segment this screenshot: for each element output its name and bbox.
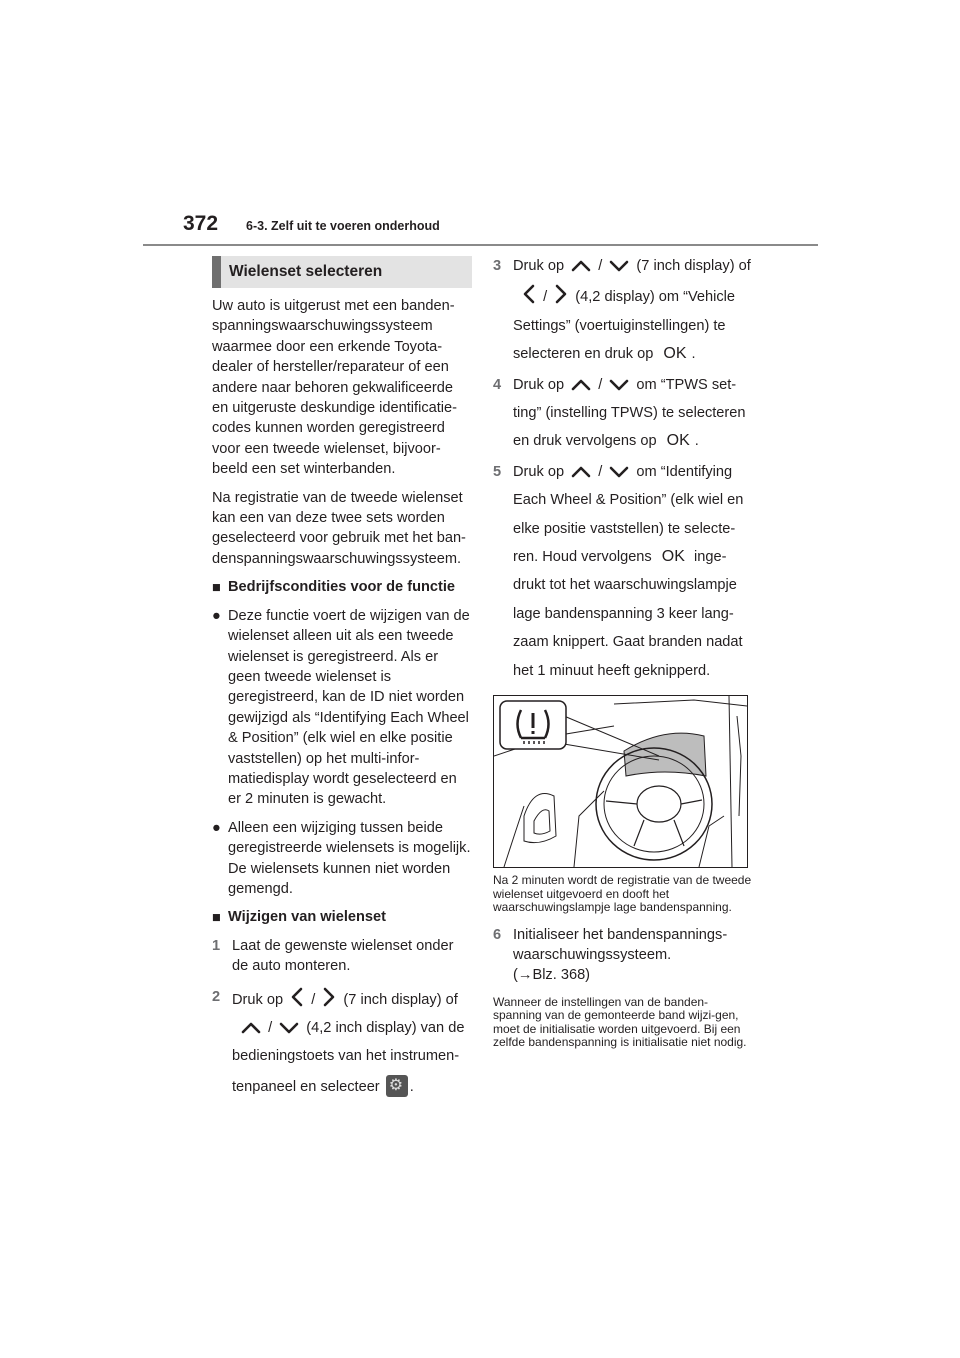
step-text: om “TPWS set- xyxy=(636,376,737,393)
step-text: (7 inch display) of xyxy=(636,258,751,274)
chapter-title: 6-3. Zelf uit te voeren onderhoud xyxy=(246,219,440,233)
bullet-text: Deze functie voert de wijzigen van de wielenset alleen uit als een tweede wielenset is geregistreerd. Als er geen tweede wielenset is geregistreerd, kan de ID niet worden gewijzigd als “Identifying Each Wheel & Position” (elk wiel en elke positie vaststellen) op het multi-infor-matiedisplay wordt geselecteerd en er 2 minuten is gewacht. xyxy=(228,607,470,808)
period: . xyxy=(691,346,696,363)
step-text: selecteren en druk op xyxy=(513,346,654,363)
intro-paragraph-2: Na registratie van de tweede wielenset kan een van deze twee sets worden geselecteerd voor gebruik met het ban-denspanningswaarschuwingssysteem. xyxy=(212,489,466,567)
step-text: Druk op xyxy=(232,991,284,1008)
step-text: inge- xyxy=(693,549,727,566)
step-text: bedieningstoets van het instrumen- xyxy=(232,1048,460,1065)
slash-separator: / xyxy=(543,289,548,306)
settings-gear-icon: ⚙ xyxy=(386,1075,408,1097)
step-text: Druk op xyxy=(513,463,565,480)
chevron-up-icon xyxy=(241,1021,261,1035)
chevron-left-icon xyxy=(290,987,304,1007)
step-text: het 1 minuut heeft geknipperd. xyxy=(513,662,711,679)
step-4 xyxy=(493,375,753,452)
dashboard-illustration xyxy=(493,695,748,868)
step-text: (4,2 inch display) van de xyxy=(306,1020,465,1036)
bullet-item xyxy=(212,606,472,810)
right-column xyxy=(493,256,753,1050)
slash-separator: / xyxy=(598,463,603,480)
note-text: Wanneer de instellingen van de banden-spanning van de gemonteerde band wijzi-gen, moet de initialisatie worden uitgevoerd. Bij een zelfde bandenspanning is initialisatie niet nodig. xyxy=(493,994,747,1050)
step-number: 6 xyxy=(493,926,502,943)
step-number: 3 xyxy=(493,258,502,274)
bullet-text: Alleen een wijziging tussen beide geregistreerde wielensets is mogelijk. De wielensets kunnen niet worden gemengd. xyxy=(228,819,471,897)
chevron-right-icon xyxy=(322,987,336,1007)
subheading-text: Bedrijfscondities voor de functie xyxy=(228,579,456,596)
step-text: (4,2 display) om “Vehicle xyxy=(575,289,736,306)
step-text: Each Wheel & Position” (elk wiel en xyxy=(513,492,744,509)
ok-icon: OK xyxy=(666,432,690,450)
chevron-left-icon xyxy=(522,284,536,304)
chevron-down-icon xyxy=(279,1021,299,1035)
chevron-up-icon xyxy=(571,259,591,273)
step-text: Laat de gewenste wielenset onder de auto monteren. xyxy=(232,937,454,975)
step-text: ren. Houd vervolgens xyxy=(513,549,652,566)
dashboard-drawing xyxy=(494,696,747,867)
chevron-down-icon xyxy=(609,378,629,392)
step-text: drukt tot het waarschuwingslampje xyxy=(513,577,737,594)
subheading-text: Wijzigen van wielenset xyxy=(228,909,387,926)
slash-separator: / xyxy=(268,1020,273,1036)
slash-separator: / xyxy=(598,258,603,274)
slash-separator: / xyxy=(598,376,603,393)
step-3 xyxy=(493,256,753,365)
step-text: Druk op xyxy=(513,376,565,393)
step-text: lage bandenspanning 3 keer lang- xyxy=(513,605,734,622)
step-text: (7 inch display) of xyxy=(343,991,458,1008)
chevron-down-icon xyxy=(609,259,629,273)
dot-bullet-icon: ● xyxy=(212,819,221,836)
section-heading: Wielenset selecteren xyxy=(212,256,472,288)
step-6 xyxy=(493,925,753,986)
step-text: Settings” (voertuiginstellingen) te xyxy=(513,317,726,334)
intro-paragraph: Uw auto is uitgerust met een banden-spanningswaarschuwingssysteem waarmee door een erkende Toyota-dealer of hersteller/reparateur of een andere naar behoren gekwalificeerde en uitgeruste deskundige identificatie-codes kunnen worden geregistreerd voor een tweede wielenset, bijvoor-beeld een set winterbanden. xyxy=(212,298,458,478)
step-1 xyxy=(212,936,472,977)
step-2 xyxy=(212,987,472,1098)
subheading-conditions xyxy=(212,577,472,597)
step-number: 2 xyxy=(212,988,221,1005)
period: . xyxy=(409,1078,414,1095)
chevron-right-icon xyxy=(554,284,568,304)
left-column xyxy=(212,256,472,1107)
step-number: 4 xyxy=(493,376,502,393)
chevron-down-icon xyxy=(609,465,629,479)
step-text: Initialiseer het bandenspannings-waarschuwingssysteem. xyxy=(513,926,728,963)
step-text: zaam knippert. Gaat branden nadat xyxy=(513,634,743,651)
chevron-up-icon xyxy=(571,378,591,392)
chevron-up-icon xyxy=(571,465,591,479)
step-text: om “Identifying xyxy=(636,463,733,480)
slash-separator: / xyxy=(311,991,316,1008)
dot-bullet-icon: ● xyxy=(212,607,221,624)
step-text: tenpaneel en selecteer xyxy=(232,1078,380,1095)
step-number: 1 xyxy=(212,937,221,954)
step-number: 5 xyxy=(493,463,502,480)
square-bullet-icon: ■ xyxy=(212,580,221,597)
page-reference-link[interactable]: (→Blz. 368) xyxy=(513,967,591,984)
header-rule xyxy=(143,244,818,246)
ok-icon: OK xyxy=(661,548,685,566)
step-text: en druk vervolgens op xyxy=(513,433,657,450)
period: . xyxy=(694,433,699,450)
bullet-item xyxy=(212,818,472,900)
step-5 xyxy=(493,462,753,681)
subheading-change xyxy=(212,907,472,927)
square-bullet-icon: ■ xyxy=(212,910,221,927)
ok-icon: OK xyxy=(663,345,687,363)
figure-caption: Na 2 minuten wordt de registratie van de tweede wielenset uitgevoerd en dooft het waarschuwingslampje lage bandenspanning. xyxy=(493,873,752,915)
step-text: elke positie vaststellen) te selecte- xyxy=(513,520,736,537)
page-number: 372 xyxy=(183,212,219,235)
step-text: Druk op xyxy=(513,258,565,274)
step-text: ting” (instelling TPWS) te selecteren xyxy=(513,405,746,422)
